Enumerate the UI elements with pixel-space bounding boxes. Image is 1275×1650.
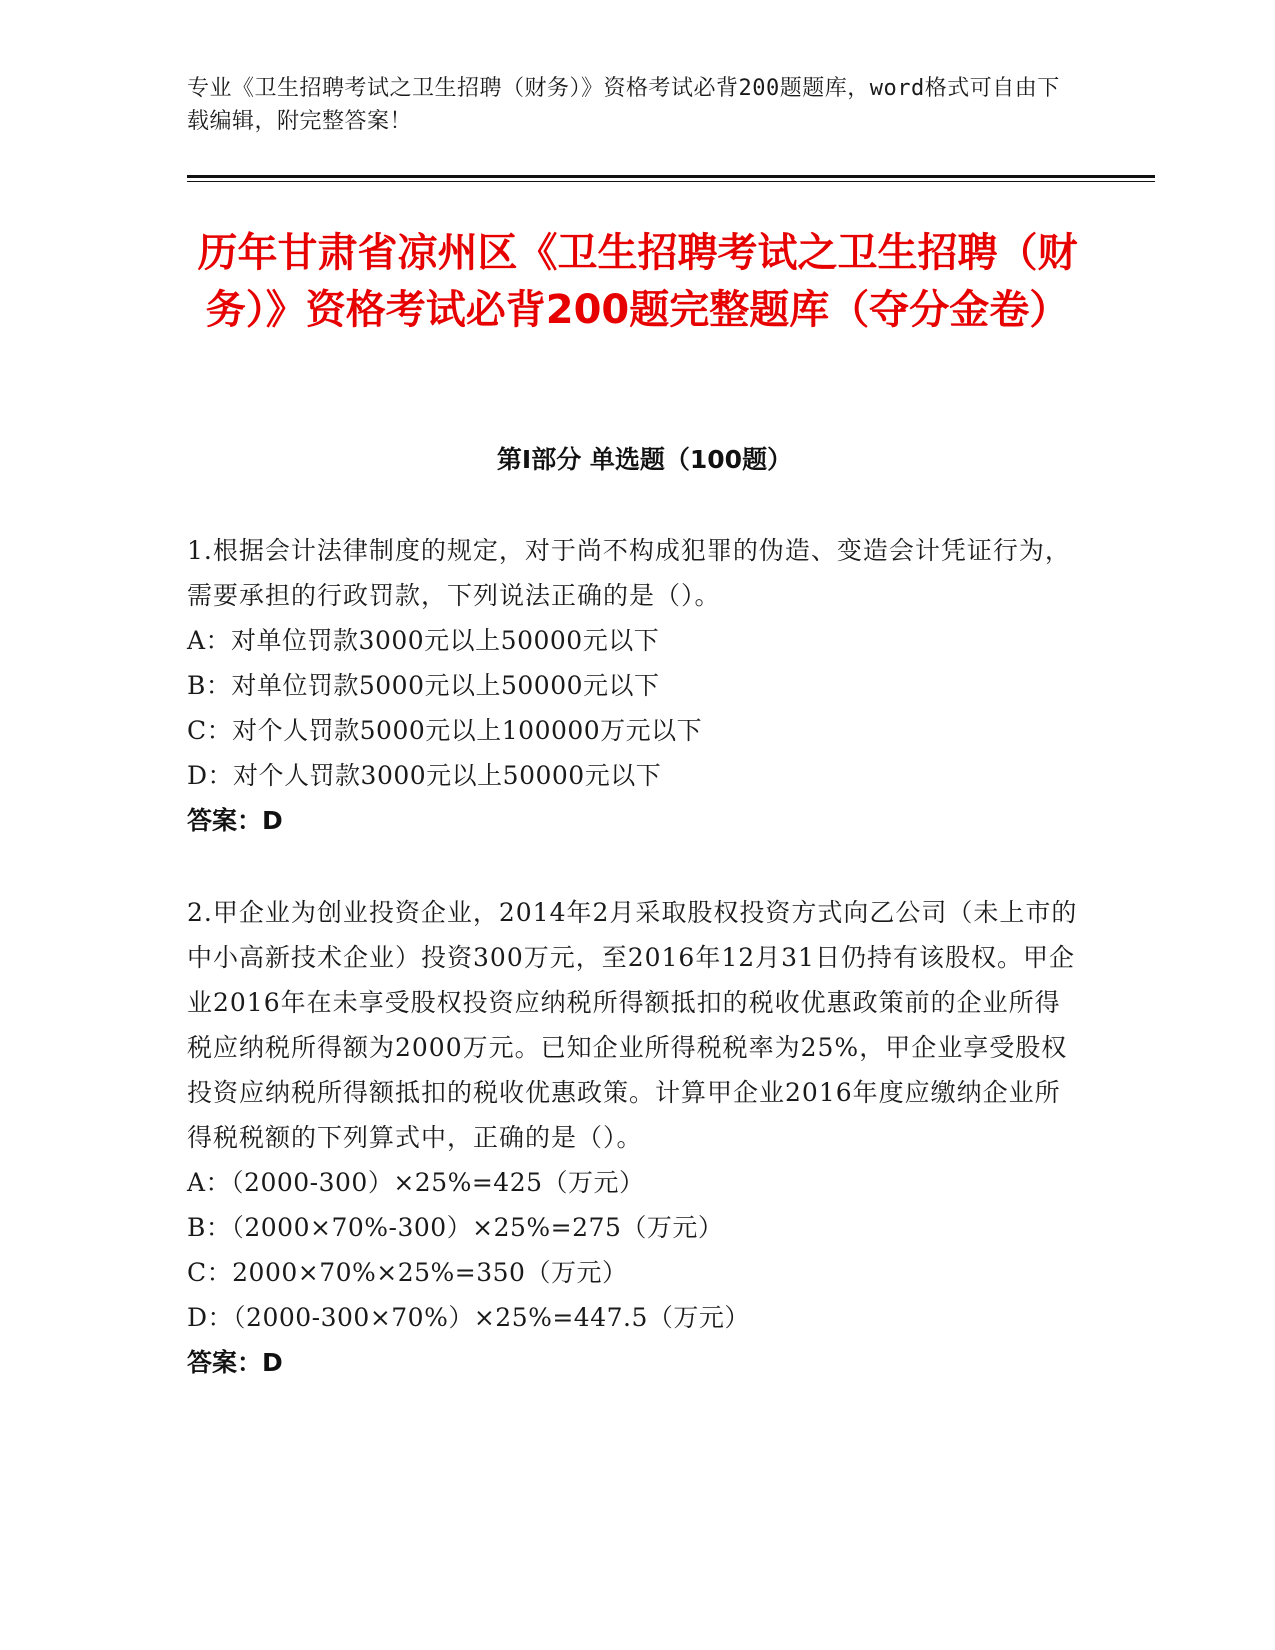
question-stem: 2.甲企业为创业投资企业，2014年2月采取股权投资方式向乙公司（未上市的中小高新技术企业）投资300万元，至2016年12月31日仍持有该股权。甲企业2016年在未享受股权投资应纳税所得额抵扣的税收优惠政策前的企业所得税应纳税所得额为2000万元。已知企业所得税税率为25%，甲企业享受股权投资应纳税所得额抵扣的税收优惠政策。计算甲企业2016年度应缴纳企业所得税税额的下列算式中，正确的是（）。	[187, 898, 1078, 1152]
question-1	[187, 528, 1082, 843]
option-b: B：对单位罚款5000元以上50000元以下	[187, 671, 660, 700]
option-d: D：（2000-300×70%）×25%=447.5（万元）	[187, 1303, 750, 1332]
header-divider-thick	[187, 175, 1155, 178]
question-stem: 1.根据会计法律制度的规定，对于尚不构成犯罪的伪造、变造会计凭证行为，需要承担的行政罚款，下列说法正确的是（）。	[187, 536, 1071, 610]
question-2	[187, 890, 1082, 1385]
document-title: 历年甘肃省凉州区《卫生招聘考试之卫生招聘（财务）》资格考试必背200题完整题库（夺分金卷）	[197, 230, 1078, 333]
option-b: B：（2000×70%-300）×25%=275（万元）	[187, 1213, 724, 1242]
option-a: A：（2000-300）×25%=425（万元）	[187, 1168, 645, 1197]
option-c: C：2000×70%×25%=350（万元）	[187, 1258, 628, 1287]
header-divider-thin	[187, 181, 1155, 182]
section-heading: 第Ⅰ部分 单选题（100题）	[496, 445, 793, 474]
option-a: A：对单位罚款3000元以上50000元以下	[187, 626, 660, 655]
option-d: D：对个人罚款3000元以上50000元以下	[187, 761, 662, 790]
header-note: 专业《卫生招聘考试之卫生招聘（财务）》资格考试必背200题题库，word格式可自由下载编辑，附完整答案！	[187, 76, 1060, 134]
option-c: C：对个人罚款5000元以上100000万元以下	[187, 716, 703, 745]
answer: 答案：D	[187, 1348, 283, 1377]
answer: 答案：D	[187, 806, 283, 835]
